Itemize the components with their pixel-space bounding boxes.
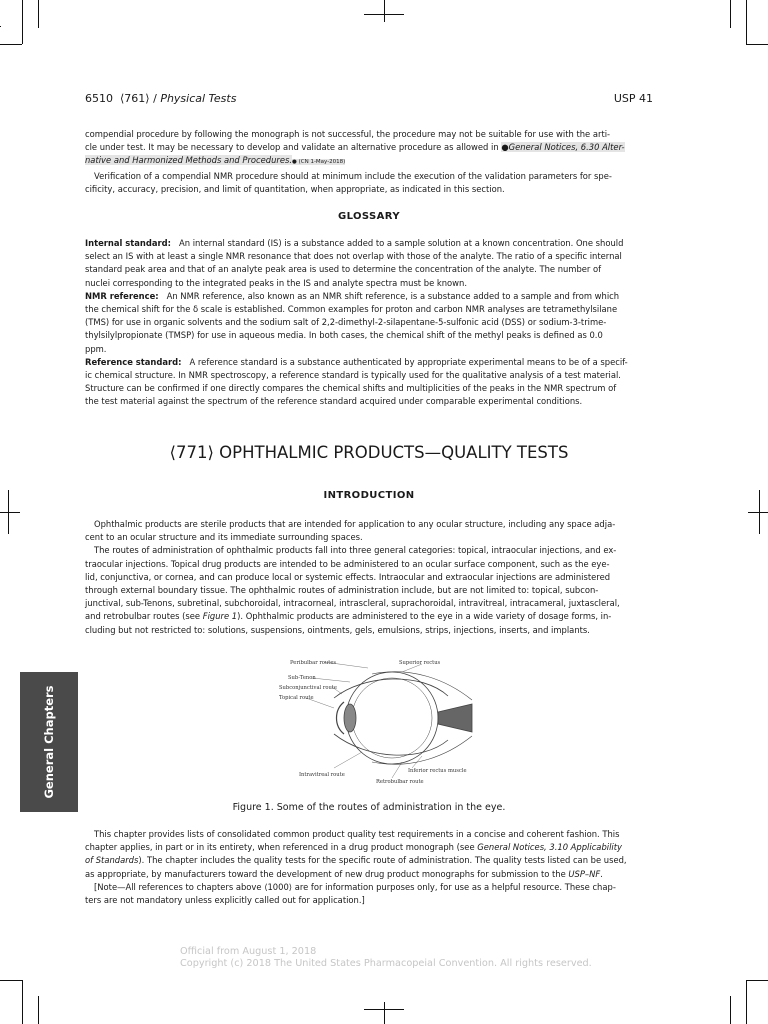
text-line: compendial procedure by following the monograph is not successful, the procedure may not be suitable for use with the arti- — [85, 129, 611, 139]
text-line — [85, 141, 653, 154]
text-line: This chapter provides lists of consolidated common product quality test requirements in a concise and coherent fashion. This — [94, 829, 620, 839]
text-span: and retrobulbar routes (see — [85, 611, 203, 622]
text-line: [Note—All references to chapters above ⟨1000⟩ are for information purposes only, for use as a helpful resource. These chap- — [94, 881, 616, 892]
side-tab — [20, 672, 78, 812]
leader-line — [412, 756, 422, 768]
introduction-body — [85, 518, 653, 637]
page-number: 6510 — [85, 92, 113, 105]
text-line: (TMS) for use in organic solvents and the sodium salt of 2,2-dimethyl-2-silapentane-5-sulfonic acid (DSS) or sodium-3-trime- — [85, 317, 607, 328]
text-line: standard peak area and that of an analyte peak area is used to determine the concentration of the analyte. The number of — [85, 264, 602, 275]
text-line — [85, 154, 653, 169]
text-line — [85, 356, 653, 369]
text-span: ). The chapter includes the quality tests for the specific route of administration. The quality tests listed can be used, — [138, 855, 627, 866]
text-line — [85, 854, 653, 867]
text-line: select an IS with at least a single NMR resonance that does not overlap with those of the analyte. The ratio of a specific internal — [85, 251, 622, 262]
text-span: An NMR reference, also known as an NMR shift reference, is a substance added to a sample and from which — [166, 290, 620, 301]
eyeball — [346, 672, 438, 764]
usp-nf-ref: USP–NF — [568, 868, 601, 879]
superior-rectus — [372, 672, 472, 700]
leader-line — [334, 752, 362, 768]
retina — [352, 678, 432, 758]
text-line: junctival, sub-Tenons, subretinal, subchoroidal, intracorneal, intrascleral, suprachoroidal, intravitreal, intracameral, juxtascleral, — [85, 598, 620, 609]
text-span: chapter applies, in part or in its entirety, when referenced in a drug product monograph (see — [85, 842, 478, 853]
text-line: Verification of a compendial NMR procedure should at minimum include the execution of the validation parameters for spe- — [94, 170, 612, 181]
revision-note: ● (CN 1-May-2018) — [292, 159, 346, 166]
text-line: ic chemical structure. In NMR spectroscopy, a reference standard is typically used for the qualitative analysis of a test material. — [85, 370, 621, 381]
text-line: ters are not mandatory unless explicitly called out for application.] — [85, 895, 365, 906]
label-inferior-rectus: Inferior rectus muscle — [408, 768, 467, 774]
cornea — [337, 702, 345, 734]
text-line — [85, 237, 653, 250]
section-title: Physical Tests — [160, 92, 237, 105]
text-line: through external boundary tissue. The ophthalmic routes of administration include, but are not limited to: topical, subcon- — [85, 585, 599, 596]
label-superior-rectus: Superior rectus — [399, 660, 441, 666]
text-line: thylsilylpropionate (TMSP) for use in aqueous media. In both cases, the chemical shift of the methyl peaks is defined as 0.0 — [85, 330, 603, 341]
text-span: as appropriate, by manufacturers toward the development of new drug product monographs for submission to the — [85, 868, 569, 879]
chapter-title: ⟨771⟩ OPHTHALMIC PRODUCTS—QUALITY TESTS — [169, 443, 569, 462]
header-separator: / — [153, 92, 157, 105]
label-intravitreal: Intravitreal route — [299, 772, 345, 778]
text-span: A reference standard is a substance authenticated by appropriate experimental means to be of a specif- — [189, 356, 628, 367]
side-tab-label: General Chapters — [42, 685, 56, 799]
label-retrobulbar: Retrobulbar route — [376, 779, 424, 785]
footer-official: Official from August 1, 2018 — [180, 946, 317, 957]
general-notices-link-cont[interactable]: native and Harmonized Methods and Procedures. — [85, 155, 293, 166]
text-line — [85, 841, 653, 854]
text-line: cluding but not restricted to: solutions, suspensions, ointments, gels, emulsions, strips, injections, inserts, and implants. — [85, 624, 590, 635]
optic-nerve — [438, 704, 472, 732]
glossary-heading: GLOSSARY — [337, 211, 400, 222]
top-paragraph — [85, 128, 653, 196]
glossary-body — [85, 237, 653, 409]
footer-copyright: Copyright (c) 2018 The United States Pharmacopeial Convention. All rights reserved. — [180, 958, 592, 969]
label-topical: Topical route — [279, 695, 314, 701]
label-sub-tenon: Sub-Tenon — [288, 675, 316, 681]
eye-diagram — [272, 652, 498, 786]
text-line: nuclei corresponding to the integrated peaks in the IS and analyte spectra must be known. — [85, 277, 467, 288]
text-line — [85, 290, 653, 303]
text-span: An internal standard (IS) is a substance added to a sample solution at a known concentration. One should — [179, 238, 624, 248]
closing-body — [85, 828, 653, 907]
general-notices-link[interactable]: ●General Notices, 6.30 Alter- — [501, 142, 625, 153]
lens — [344, 704, 356, 732]
text-line: traocular injections. Topical drug products are intended to be administered to an ocular surface component, such as the eye- — [85, 558, 610, 569]
text-line: Structure can be confirmed if one directly compares the chemical shifts and multiplicities of the peaks in the NMR spectrum of — [85, 383, 617, 394]
text-line: ppm. — [85, 343, 107, 354]
text-line: cificity, accuracy, precision, and limit of quantitation, when appropriate, as indicated in this section. — [85, 183, 505, 194]
eyelid-lower — [334, 734, 448, 755]
text-line: cent to an ocular structure and its immediate surrounding spaces. — [85, 532, 363, 543]
text-line: Ophthalmic products are sterile products that are intended for application to any ocular structure, including any space adja- — [94, 519, 616, 529]
figure-link[interactable]: Figure 1 — [202, 611, 238, 622]
glossary-term: NMR reference: — [85, 290, 159, 301]
glossary-term: Internal standard: — [85, 238, 172, 248]
text-span: cle under test. It may be necessary to develop and validate an alternative procedure as allowed in — [85, 142, 502, 153]
label-peribulbar: Peribulbar routes — [290, 660, 337, 666]
chapter-number: ⟨761⟩ — [120, 92, 150, 105]
text-line: lid, conjunctiva, or cornea, and can produce local or systemic effects. Intraocular and extraocular injections are administered — [85, 571, 611, 582]
text-line — [85, 610, 653, 623]
eyelid-upper — [334, 679, 448, 698]
text-line: The routes of administration of ophthalmic products fall into three general categories: topical, intraocular injections, and ex- — [94, 545, 617, 556]
leader-line — [312, 678, 350, 682]
running-header-right: USP 41 — [613, 92, 653, 105]
label-subconjunctival: Subconjunctival route — [279, 685, 337, 691]
glossary-term: Reference standard: — [85, 356, 182, 367]
text-span: ). Ophthalmic products are administered to the eye in a wide variety of dosage forms, in- — [237, 611, 612, 622]
introduction-heading: INTRODUCTION — [323, 490, 415, 501]
text-line — [85, 868, 653, 881]
running-header-left — [85, 92, 236, 105]
text-line: the test material against the spectrum of the reference standard acquired under comparable experimental conditions. — [85, 396, 583, 407]
text-span: . — [600, 868, 603, 879]
inferior-rectus — [372, 736, 472, 764]
general-notices-link[interactable]: General Notices, 3.10 Applicability — [477, 842, 622, 853]
general-notices-link-cont[interactable]: of Standards — [85, 855, 139, 866]
text-line: the chemical shift for the δ scale is established. Common examples for proton and carbon NMR analyses are tetramethylsilane — [85, 304, 618, 315]
figure-caption: Figure 1. Some of the routes of administration in the eye. — [232, 802, 506, 813]
